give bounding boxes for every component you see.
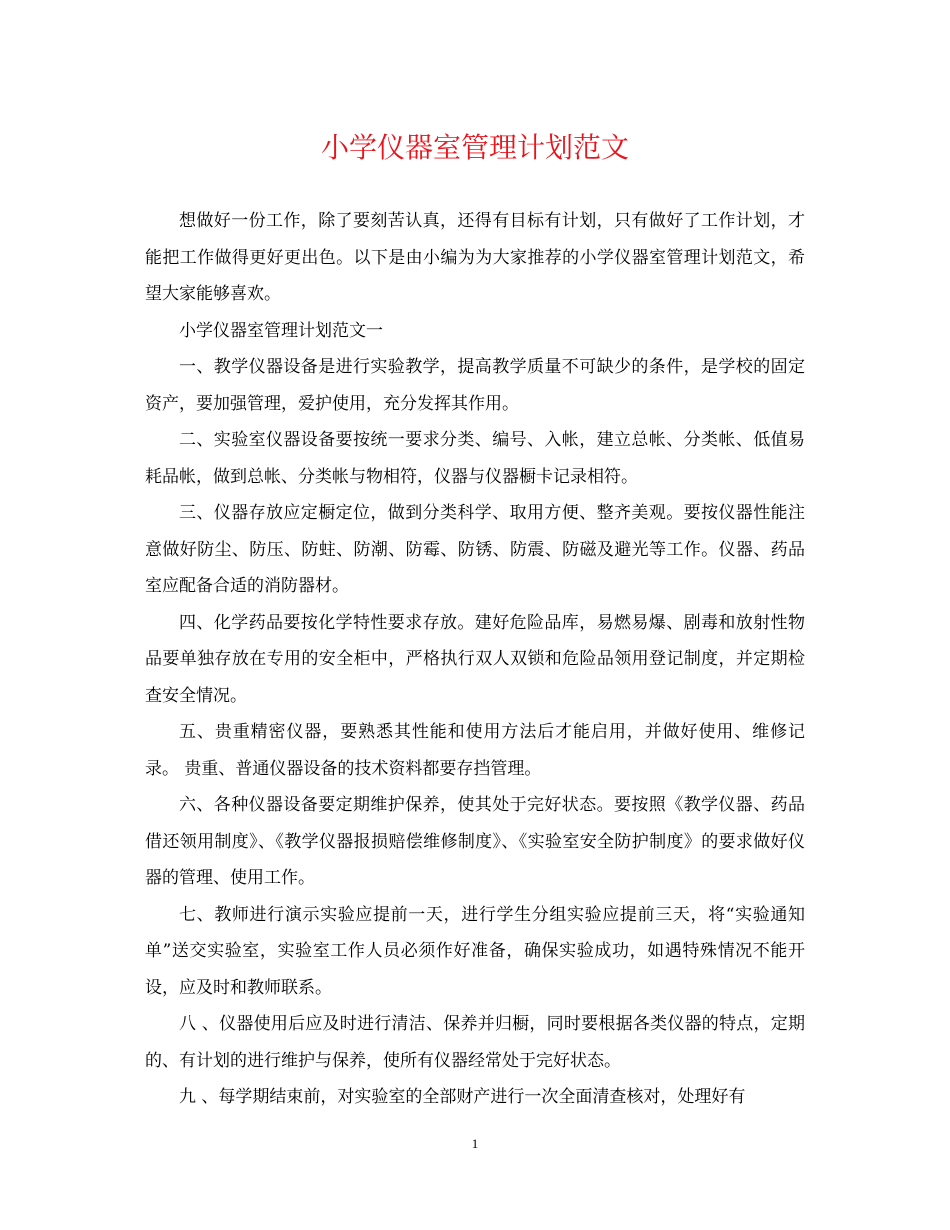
- document-title: 小学仪器室管理计划范文: [320, 131, 629, 164]
- intro-paragraph: 想做好一份工作，除了要刻苦认真，还得有目标有计划，只有做好了工作计划，才能把工作做得更好更出色。以下是由小编为为大家推荐的小学仪器室管理计划范文，希望大家能够喜欢。: [145, 211, 805, 304]
- paragraph-item-3: 三、仪器存放应定橱定位，做到分类科学、取用方便、整齐美观。要按仪器性能注意做好防尘、防压、防蛀、防潮、防霉、防锈、防震、防磁及避光等工作。仪器、药品室应配备合适的消防器材。: [145, 503, 805, 596]
- paragraph-item-9: 九 、每学期结束前，对实验室的全部财产进行一次全面清查核对，处理好有: [179, 1087, 746, 1107]
- paragraph-item-2: 二、实验室仪器设备要按统一要求分类、编号、入帐，建立总帐、分类帐、低值易耗品帐，做到总帐、分类帐与物相符，仪器与仪器橱卡记录相符。: [145, 430, 805, 487]
- page-number: 1: [471, 1136, 479, 1151]
- paragraph-item-6: 六、各种仪器设备要定期维护保养，使其处于完好状态。要按照《教学仪器、药品借还领用制度》、《教学仪器报损赔偿维修制度》、《实验室安全防护制度》的要求做好仪器的管理、使用工作。: [145, 795, 805, 888]
- section-heading: 小学仪器室管理计划范文一: [179, 320, 383, 341]
- paragraph-item-5: 五、贵重精密仪器，要熟悉其性能和使用方法后才能启用，并做好使用、维修记录。 贵重、普通仪器设备的技术资料都要存挡管理。: [145, 722, 805, 779]
- document-body: [145, 203, 805, 1116]
- paragraph-item-4: 四、化学药品要按化学特性要求存放。建好危险品库，易燃易爆、剧毒和放射性物品要单独存放在专用的安全柜中，严格执行双人双锁和危险品领用登记制度，并定期检查安全情况。: [145, 612, 805, 706]
- paragraph-item-7: 七、教师进行演示实验应提前一天，进行学生分组实验应提前三天，将“实验通知单”送交实验室，实验室工作人员必须作好准备，确保实验成功，如遇特殊情况不能开设，应及时和教师联系。: [145, 904, 805, 998]
- paragraph-item-8: 八 、仪器使用后应及时进行清洁、保养并归橱，同时要根据各类仪器的特点，定期的、有计划的进行维护与保养，使所有仪器经常处于完好状态。: [145, 1014, 805, 1071]
- paragraph-item-1: 一、教学仪器设备是进行实验教学，提高教学质量不可缺少的条件，是学校的固定资产，要加强管理，爱护使用，充分发挥其作用。: [145, 357, 805, 414]
